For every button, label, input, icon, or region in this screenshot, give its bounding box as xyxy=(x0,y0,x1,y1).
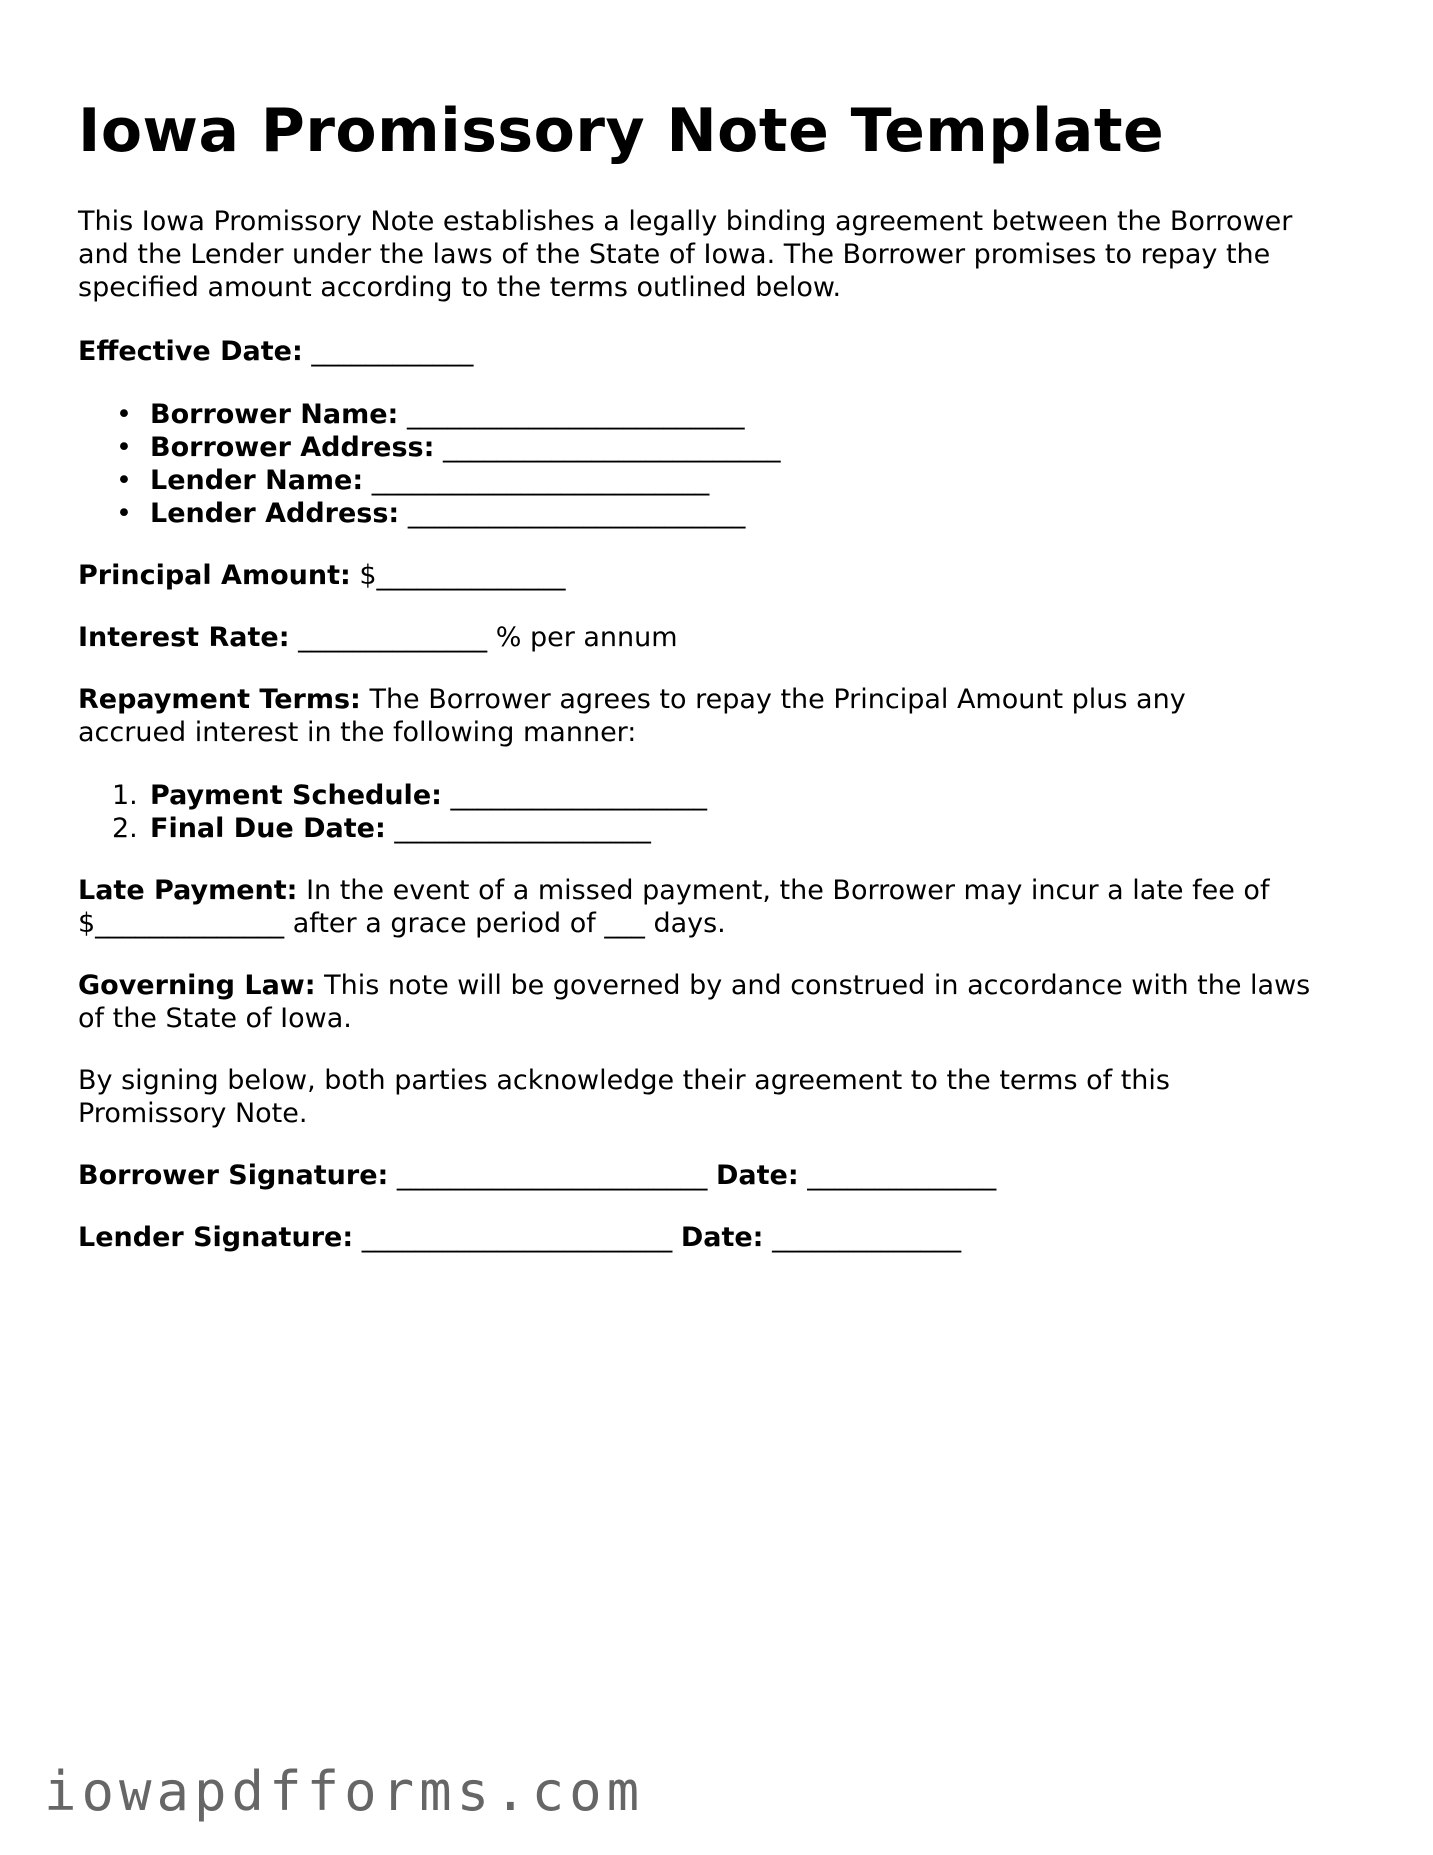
acknowledgement-line-1: By signing below, both parties acknowledge their agreement to the terms of this xyxy=(78,1065,1170,1096)
page-title: Iowa Promissory Note Template xyxy=(78,96,1165,166)
late-payment-line-2: $______________ after a grace period of ___ days. xyxy=(78,908,726,939)
signature-label: Lender Signature: xyxy=(78,1222,354,1253)
signature-label: Borrower Signature: xyxy=(78,1160,389,1191)
date-blank[interactable]: ______________ xyxy=(772,1222,962,1253)
repayment-terms-line-1 xyxy=(78,683,1186,717)
repayment-text: The Borrower agrees to repay the Principal Amount plus any xyxy=(369,684,1186,715)
lender-signature-row xyxy=(78,1221,961,1255)
interest-rate-field xyxy=(78,621,678,655)
governing-law-text: This note will be governed by and construed in accordance with the laws xyxy=(324,970,1311,1001)
governing-law-label: Governing Law: xyxy=(78,970,316,1001)
field-label: Lender Address: xyxy=(150,498,400,529)
field-blank[interactable]: _________________________ xyxy=(371,465,710,496)
governing-law-line-2: of the State of Iowa. xyxy=(78,1003,352,1034)
field-label: Lender Name: xyxy=(150,465,364,496)
repayment-terms-line-2: accrued interest in the following manner: xyxy=(78,717,637,748)
lender-name-field xyxy=(150,464,709,498)
interest-blank[interactable]: ______________ xyxy=(298,622,488,653)
bullet-icon: • xyxy=(116,465,132,496)
late-payment-text: In the event of a missed payment, the Borrower may incur a late fee of xyxy=(306,875,1270,906)
intro-line-3: specified amount according to the terms outlined below. xyxy=(78,272,842,303)
signature-blank[interactable]: _______________________ xyxy=(396,1160,708,1191)
principal-label: Principal Amount: xyxy=(78,560,351,591)
effective-date-blank[interactable]: ____________ xyxy=(311,336,474,367)
governing-law-line-1 xyxy=(78,969,1310,1003)
late-payment-line-1 xyxy=(78,874,1269,908)
date-label: Date: xyxy=(680,1222,764,1253)
field-blank[interactable]: _________________________ xyxy=(406,399,745,430)
field-label: Final Due Date: xyxy=(150,813,386,844)
principal-blank[interactable]: $______________ xyxy=(359,560,566,591)
effective-date-field xyxy=(78,335,473,369)
field-blank[interactable]: ___________________ xyxy=(450,780,708,811)
field-blank[interactable]: ___________________ xyxy=(394,813,651,844)
bullet-icon: • xyxy=(116,399,132,430)
field-label: Borrower Address: xyxy=(150,432,435,463)
field-label: Payment Schedule: xyxy=(150,780,442,811)
repayment-label: Repayment Terms: xyxy=(78,684,361,715)
borrower-name-field xyxy=(150,398,744,432)
borrower-address-field xyxy=(150,431,781,465)
lender-address-field xyxy=(150,497,745,531)
field-blank[interactable]: _________________________ xyxy=(443,432,781,463)
borrower-signature-row xyxy=(78,1159,996,1193)
field-label: Borrower Name: xyxy=(150,399,399,430)
interest-label: Interest Rate: xyxy=(78,622,290,653)
effective-date-label: Effective Date: xyxy=(78,336,303,367)
bullet-icon: • xyxy=(116,498,132,529)
signature-blank[interactable]: _______________________ xyxy=(361,1222,673,1253)
list-number: 1. xyxy=(112,780,138,811)
date-label: Date: xyxy=(716,1160,799,1191)
late-payment-label: Late Payment: xyxy=(78,875,298,906)
acknowledgement-line-2: Promissory Note. xyxy=(78,1098,308,1129)
intro-line-2: and the Lender under the laws of the State of Iowa. The Borrower promises to repay the xyxy=(78,239,1271,270)
site-watermark: iowapdfforms.com xyxy=(44,1760,645,1823)
final-due-date-field xyxy=(150,812,651,846)
intro-line-1: This Iowa Promissory Note establishes a legally binding agreement between the Borrower xyxy=(78,206,1293,237)
interest-suffix: % per annum xyxy=(495,622,678,653)
field-blank[interactable]: _________________________ xyxy=(407,498,746,529)
list-number: 2. xyxy=(112,813,138,844)
payment-schedule-field xyxy=(150,779,707,813)
principal-amount-field xyxy=(78,559,566,593)
date-blank[interactable]: ______________ xyxy=(807,1160,997,1191)
bullet-icon: • xyxy=(116,432,132,463)
